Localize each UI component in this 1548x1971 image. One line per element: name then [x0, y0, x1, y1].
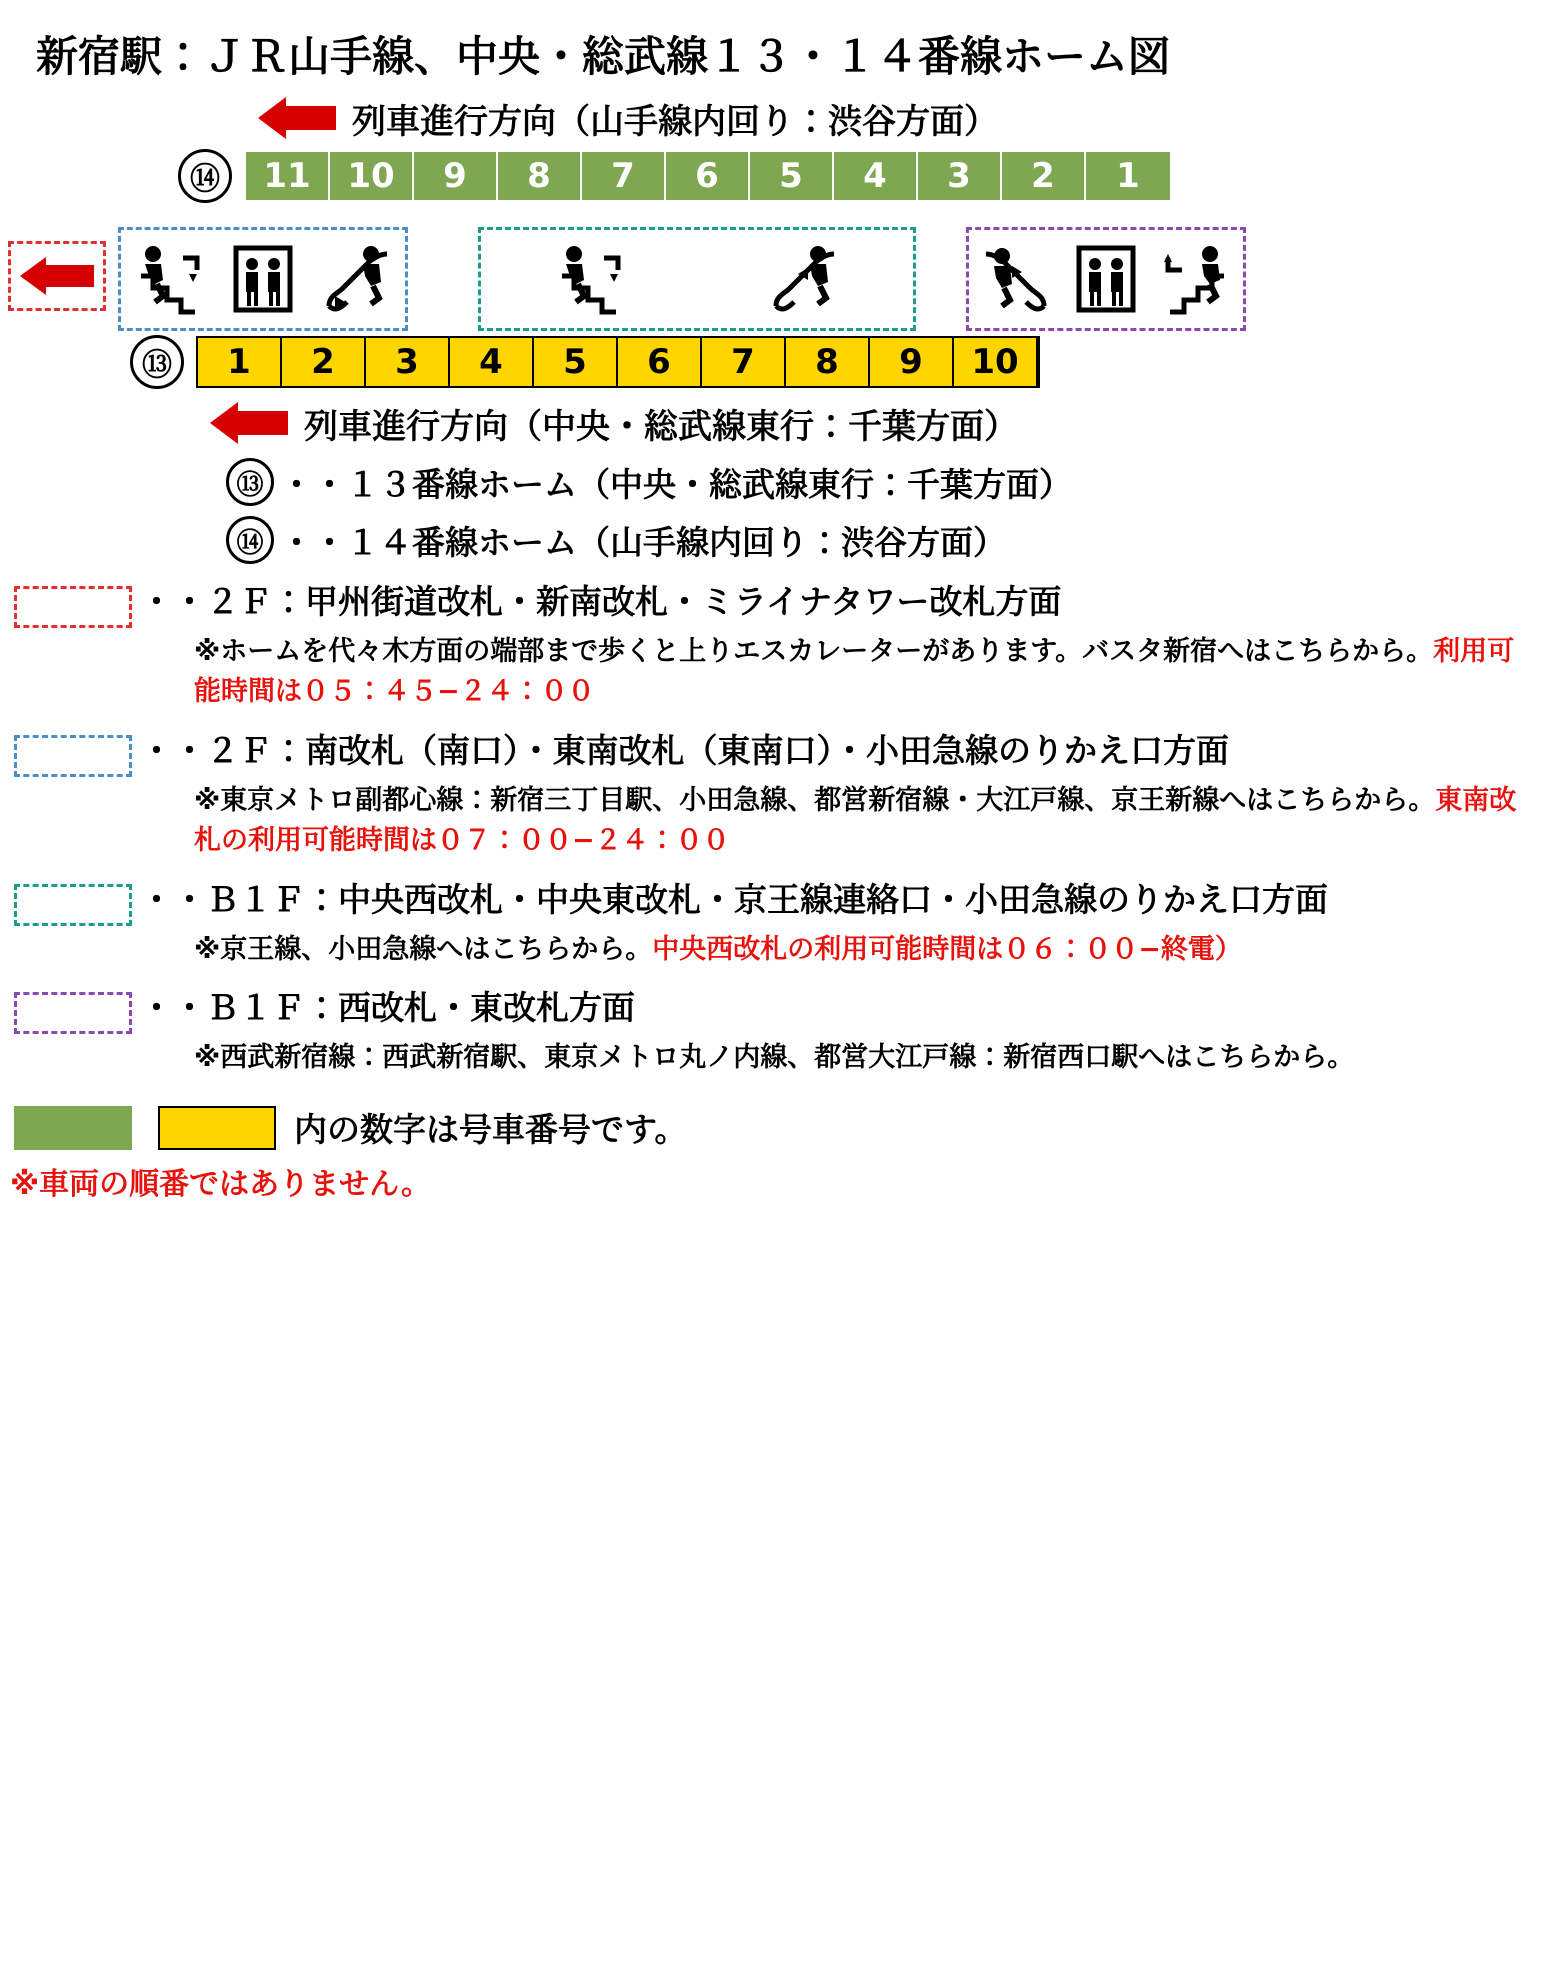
car-cell: 2: [1002, 152, 1086, 200]
footer-legend-label: 内の数字は号車番号です。: [294, 1110, 688, 1150]
car-cell: 6: [618, 338, 702, 386]
car-cell: 2: [282, 338, 366, 386]
escalator-up-icon: [768, 240, 842, 318]
legend-swatch-blue: [14, 735, 132, 777]
legend-platform-13-label: ・・１３番線ホーム（中央・総武線東行：千葉方面）: [280, 464, 1072, 504]
elevator-icon: [226, 240, 300, 318]
car-cell: 9: [414, 152, 498, 200]
car-cell: 8: [498, 152, 582, 200]
direction-row-top: [0, 94, 1548, 143]
legend-swatch-green: [14, 1106, 132, 1150]
legend-swatch-red: [14, 586, 132, 628]
note-text: ※京王線、小田急線へはこちらから。: [194, 933, 653, 965]
footer-color-legend: [14, 1104, 1548, 1151]
car-cell: 1: [198, 338, 282, 386]
note-text-red: 中央西改札の利用可能時間は０６：００−終電）: [652, 933, 1242, 965]
car-cell: 11: [246, 152, 330, 200]
car-cell: 6: [666, 152, 750, 200]
platform-13-number: ⑬: [130, 335, 184, 389]
facility-icon-band: [0, 211, 1548, 331]
car-cell: 4: [834, 152, 918, 200]
legend-circle-13: ⑬: [226, 458, 274, 506]
teal-group: [478, 227, 916, 331]
page-title: 新宿駅：ＪＲ山手線、中央・総武線１３・１４番線ホーム図: [36, 32, 1171, 81]
stairs-up-icon: [1160, 240, 1234, 318]
direction-bottom-label: 列車進行方向（中央・総武線東行：千葉方面）: [304, 407, 1018, 447]
legend-exit-red-title: ・・２Ｆ：甲州街道改札・新南改札・ミライナタワー改札方面: [140, 582, 1062, 621]
platform-13-car-strip: [196, 336, 1040, 388]
legend-exit-red: [0, 578, 1548, 713]
legend-swatch-purple: [14, 992, 132, 1034]
footer-note: ※車両の順番ではありません。: [10, 1167, 431, 1203]
note-text: ※東京メトロ副都心線：新宿三丁目駅、小田急線、都営新宿線・大江戸線、京王新線へはこちらから。: [194, 784, 1436, 816]
legend-platform-13: [226, 458, 1548, 506]
platform-14-number: ⑭: [178, 149, 232, 203]
legend-exit-blue-note: [140, 781, 1524, 862]
exit-arrow-red: [8, 241, 106, 311]
platform-14-car-strip: [244, 150, 1172, 202]
blue-group: [118, 227, 408, 331]
legend-platform-14: [226, 516, 1548, 564]
legend-exit-teal-title: ・・Ｂ１Ｆ：中央西改札・中央東改札・京王線連絡口・小田急線のりかえ口方面: [140, 879, 1328, 919]
legend-exit-teal: [0, 876, 1548, 970]
car-cell: 1: [1086, 152, 1170, 200]
legend-exit-purple-note: [140, 1038, 1354, 1079]
arrow-left-icon: [210, 402, 288, 446]
car-cell: 5: [750, 152, 834, 200]
stairs-down-icon: [552, 240, 626, 318]
car-cell: 9: [870, 338, 954, 386]
escalator-down-icon: [321, 240, 395, 318]
legend-exit-purple-title: ・・Ｂ１Ｆ：西改札・東改札方面: [140, 988, 635, 1028]
note-text-red: 利用可能時間は０５：４５−２４：００: [194, 635, 1515, 708]
car-cell: 7: [702, 338, 786, 386]
escalator-up-icon: [978, 240, 1052, 318]
arrow-left-icon: [258, 97, 336, 141]
legend-swatch-teal: [14, 884, 132, 926]
arrow-left-icon: [20, 257, 94, 295]
note-text: ※ホームを代々木方面の端部まで歩くと上りエスカレーターがあります。バスタ新宿へはこちらから。: [194, 635, 1434, 667]
legend-exit-red-note: [140, 632, 1524, 713]
purple-group: [966, 227, 1246, 331]
platform-14-strip-row: [0, 149, 1548, 203]
car-cell: 5: [534, 338, 618, 386]
car-cell: 3: [918, 152, 1002, 200]
car-cell: 4: [450, 338, 534, 386]
direction-row-bottom: [0, 399, 1548, 448]
car-cell: 7: [582, 152, 666, 200]
car-cell: 8: [786, 338, 870, 386]
direction-top-label: 列車進行方向（山手線内回り：渋谷方面）: [352, 102, 998, 142]
legend-platform-14-label: ・・１４番線ホーム（山手線内回り：渋谷方面）: [280, 522, 1006, 562]
stairs-down-icon: [131, 240, 205, 318]
legend-exit-blue: [0, 727, 1548, 862]
note-text-red: 東南改札の利用可能時間は０７：００−２４：００: [194, 784, 1517, 857]
legend-exit-purple: [0, 984, 1548, 1078]
legend-exit-teal-note: [140, 930, 1328, 971]
legend-exit-blue-title: ・・２Ｆ：南改札（南口）・東南改札（東南口）・小田急線のりかえ口方面: [140, 730, 1229, 770]
legend-circle-14: ⑭: [226, 516, 274, 564]
car-cell: 10: [330, 152, 414, 200]
platform-13-strip-row: [0, 335, 1548, 389]
car-cell: 3: [366, 338, 450, 386]
elevator-icon: [1069, 240, 1143, 318]
car-cell: 10: [954, 338, 1038, 386]
legend-swatch-yellow: [158, 1106, 276, 1150]
note-text: ※西武新宿線：西武新宿駅、東京メトロ丸ノ内線、都営大江戸線：新宿西口駅へはこちらから。: [194, 1041, 1355, 1073]
